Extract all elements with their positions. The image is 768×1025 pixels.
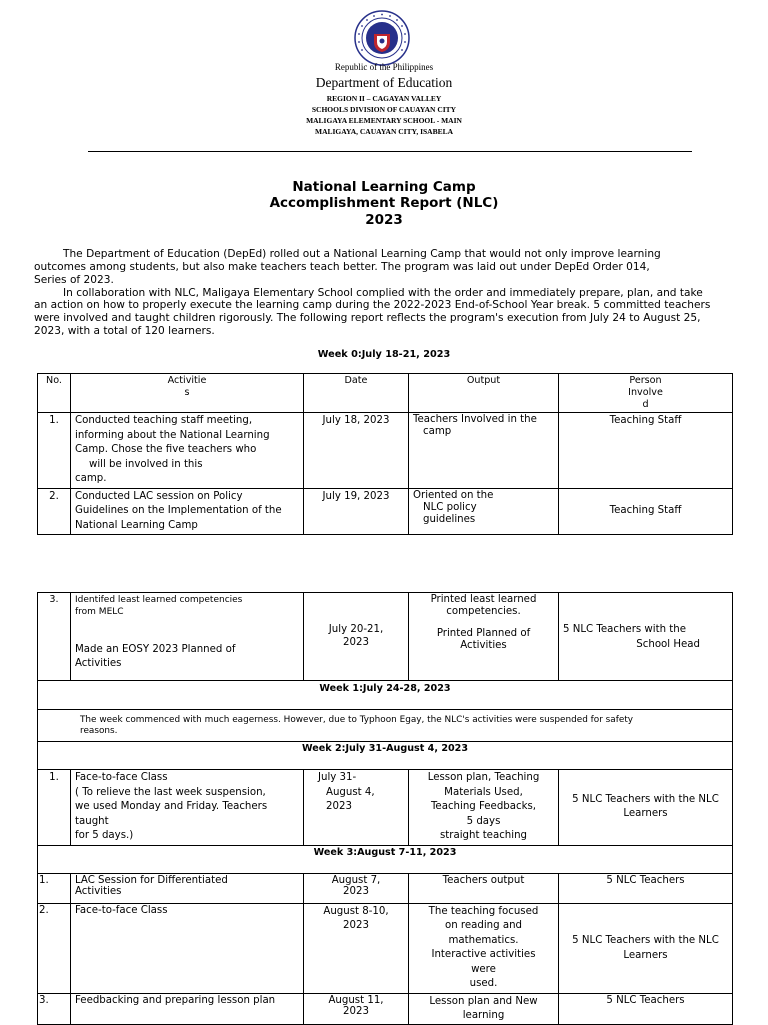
intro-p2-line3: were involved and taught children rigorously. The following report reflects the program's execution from July 24 to August 25, [34,312,701,324]
intro-p2-line4: 2023, with a total of 120 learners. [34,325,215,337]
table-row: 1. Face-to-face Class ( To relieve the last week suspension, we used Monday and Friday. Teachers taught for 5 days.) July 31- August 4, 2023 Lesson plan, Teaching Materials Used, Teaching Feedbacks, 5 days straight teaching 5 NLC Teachers with the NLC Learners [38,770,733,846]
intro-p1-line2: outcomes among students, but also make teachers teach better. The program was laid out under DepEd Order 014, [34,261,650,273]
col-person-involved: Person Involve d [559,374,733,413]
week0-heading: Week 0:July 18-21, 2023 [317,349,451,360]
title-line-1: National Learning Camp [292,179,476,195]
col-activities: Activitie s [71,374,304,413]
week2-heading: Week 2:July 31-August 4, 2023 [38,742,733,770]
table-row [38,742,733,770]
intro-p2-line1: In collaboration with NLC, Maligaya Elementary School complied with the order and immediately prepare, plan, and take [63,287,703,299]
department-label: Department of Education [315,75,453,90]
header-divider [88,151,692,152]
table-row: 2. Conducted LAC session on Policy Guidelines on the Implementation of the National Learning Camp July 19, 2023 Oriented on the NLC policy guidelines Teaching Staff [38,488,733,535]
table-row [38,681,733,710]
intro-p1-line3: Series of 2023. [34,274,114,286]
table-row [38,710,733,742]
intro-p2-line2: an action on how to properly execute the learning camp during the 2022-2023 End-of-School Year break. 5 committed teachers [34,299,711,311]
week1-heading: Week 1:July 24-28, 2023 [38,681,733,710]
col-output: Output [409,374,559,413]
week0-activities-table [37,373,733,535]
col-date: Date [304,374,409,413]
region-label: REGION II – CAGAYAN VALLEY [326,94,442,103]
table-header-row [38,374,733,413]
week1-note: The week commenced with much eagerness. However, due to Typhoon Egay, the NLC's activities were suspended for safety reasons. [38,710,733,742]
nlc-activities-table [37,592,733,1025]
table-row [38,845,733,873]
table-row: 1. Conducted teaching staff meeting, informing about the National Learning Camp. Chose the five teachers who will be involved in this camp. July 18, 2023 Teachers Involved in the camp Teaching Staff [38,413,733,489]
table-row: 3. Identifed least learned competencies from MELC Made an EOSY 2023 Planned of Activities July 20-21, 2023 Printed least learned competencies. Printed Planned of Activities 5 NLC Teachers with the School Head [38,593,733,681]
table-row: 2. Face-to-face Class August 8-10, 2023 The teaching focused on reading and mathematics. Interactive activities were used. 5 NLC Teachers with the NLC Learners [38,903,733,993]
table-row: 1. LAC Session for Differentiated Activities August 7, 2023 Teachers output 5 NLC Teachers [38,873,733,903]
intro-p1-line1: The Department of Education (DepEd) rolled out a National Learning Camp that would not only improve learning [63,248,661,260]
title-line-2: Accomplishment Report (NLC) [269,195,499,211]
col-no: No. [38,374,71,413]
division-label: SCHOOLS DIVISION OF CAUAYAN CITY [311,105,457,114]
week3-heading: Week 3:August 7-11, 2023 [38,845,733,873]
table-row: 3. Feedbacking and preparing lesson plan August 11, 2023 Lesson plan and New learning 5 NLC Teachers [38,993,733,1024]
title-line-3: 2023 [365,212,403,228]
deped-seal-logo [354,10,410,66]
address-label: MALIGAYA, CAUAYAN CITY, ISABELA [314,127,454,136]
republic-label: Republic of the Philippines [334,62,434,72]
school-label: MALIGAYA ELEMENTARY SCHOOL - MAIN [306,116,462,125]
